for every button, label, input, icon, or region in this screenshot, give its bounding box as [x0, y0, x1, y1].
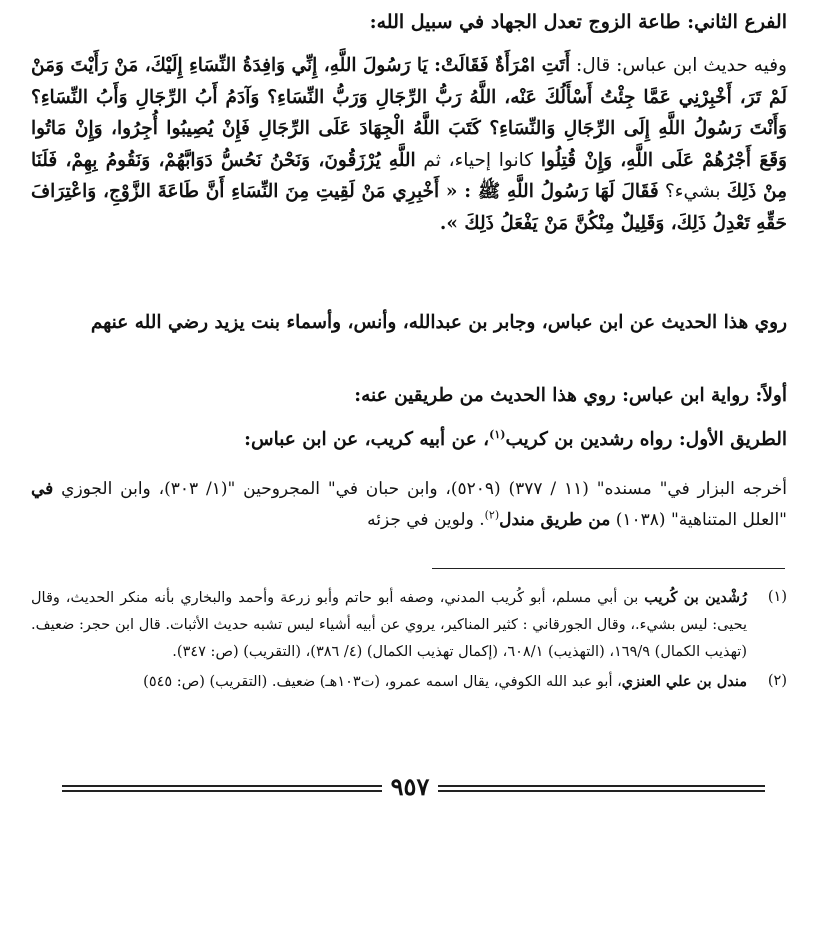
page-number-rule-left: [62, 785, 382, 792]
hadith-quote: أَتَتِ امْرَأَةٌ فَقَالَتْ: يَا رَسُولَ اللَّهِ، إِنِّي وَافِدَةُ النِّسَاءِ إِلَيْكَ، مَنْ رَأَيْتَ وَمَنْ لَمْ تَرَ، أَخْبِرْنِي عَمَّا جِئْتُ أَسْأَلُكَ عَنْه، اللَّهُ رَبُّ الرِّجَالِ وَرَبُّ النِّسَاءِ؟ وَآدَمُ أَبُ الرِّجَالِ وَأَبُ النِّسَاءِ؟ وَأَنْتَ رَسُولُ اللَّهِ إِلَى الرِّجَالِ وَالنِّسَاءِ؟ كَتَبَ اللَّهُ الْجِهَادَ عَلَى الرِّجَالِ فَإِنْ يُصِيبُوا أُجِرُوا، وَإِنْ مَاتُوا وَقَعَ أَجْرُهُمْ عَلَى اللَّهِ، وَإِنْ قُتِلُوا: [31, 55, 787, 171]
first-path-heading: [31, 426, 787, 454]
first-path-text: ، عن أبيه كريب، عن ابن عباس:: [244, 429, 490, 450]
hadith-plain: كانوا إحياء، ثم: [415, 149, 541, 171]
footnotes: [31, 584, 787, 698]
footnote-name: مندل بن علي العنزي: [621, 673, 747, 690]
first-narration-heading: أولاً: رواية ابن عباس: روي هذا الحديث من طريقين عنه:: [354, 385, 787, 406]
footnote-ref-1: (١): [489, 427, 506, 441]
page-number-rule-right: [438, 785, 765, 792]
narrators-paragraph: روي هذا الحديث عن ابن عباس، وجابر بن عبدالله، وأنس، وأسماء بنت يزيد رضي الله عنهم: [90, 312, 787, 333]
takhrij-text: . ولوين في جزئه: [367, 510, 485, 530]
takhrij-paragraph: [31, 474, 787, 536]
footnote-text: ، أبو عبد الله الكوفي، يقال اسمه عمرو، (ت١٠٣هـ) ضعيف. (التقريب) (ص: ٥٤٥): [143, 674, 622, 690]
footnote-number: (٢): [767, 673, 787, 689]
first-path-text: الطريق الأول: رواه رشدين بن كريب: [505, 429, 787, 450]
takhrij-text: "العلل المتناهية" (١٠٣٨): [610, 510, 787, 530]
footnote-name: رُشْدين بن كُريب: [644, 589, 748, 606]
footnote-ref-2: (٢): [484, 508, 500, 522]
hadith-plain: بشيء؟: [658, 181, 727, 202]
footnote-1: [31, 584, 787, 666]
hadith-prophet-reply: فَقَالَ لَهَا رَسُولُ اللَّهِ ﷺ : « أَخْبِرِي مَنْ لَقِيتِ مِنَ النِّسَاءِ أَنَّ طَاعَةَ الزَّوْجِ، وَاعْتِرَافَ حَقِّهِ تَعْدِلُ ذَلِكَ، وَقَلِيلٌ مِنْكُنَّ مَنْ يَفْعَلُ ذَلِكَ ».: [31, 181, 787, 234]
hadith-text: [31, 50, 787, 239]
page-number: ٩٥٧: [390, 772, 430, 801]
footnote-text: بن أبي مسلم، أبو كُريب المدني، وصفه أبو حاتم وأبو زرعة وأحمد والبخاري بأنه منكر الحديث، وقال يحيى: ليس بشيء.، وقال الجورقاني : كثير المناكير، يروي عن أبيه أشياء ليس تشبه حديث الأثبات. قال ابن حجر: ضعيف.(تهذيب الكمال) ١٦٩/٩، (التهذيب) ٦٠٨/١، (إكمال تهذيب الكمال) (٤/ ٣٨٦)، (التقريب) (ص: ٣٤٧).: [31, 590, 747, 660]
section-heading: الفرع الثاني: طاعة الزوج تعدل الجهاد في سبيل الله:: [369, 11, 787, 33]
footnote-2: [31, 668, 787, 696]
footnote-separator: [432, 568, 785, 569]
takhrij-bold: من طريق مندل: [499, 510, 611, 530]
hadith-intro: وفيه حديث ابن عباس: قال:: [570, 55, 787, 76]
footnote-number: (١): [767, 589, 787, 605]
takhrij-text: أخرجه البزار في" مسنده" (١١ / ٣٧٧) (٥٢٠٩)، وابن حبان في" المجروحين "(١/ ٣٠٣)، وابن الجوزي: [53, 479, 787, 499]
takhrij-bold: في: [31, 479, 54, 499]
hadith-quote: اللَّهِ يُرْزَقُونَ، وَنَحْنُ نَحُسُّ دَوَابَّهُمْ، وَنَقُومُ بِهِمْ، فَلَنَا مِنْ ذَلِكَ: [31, 149, 787, 202]
